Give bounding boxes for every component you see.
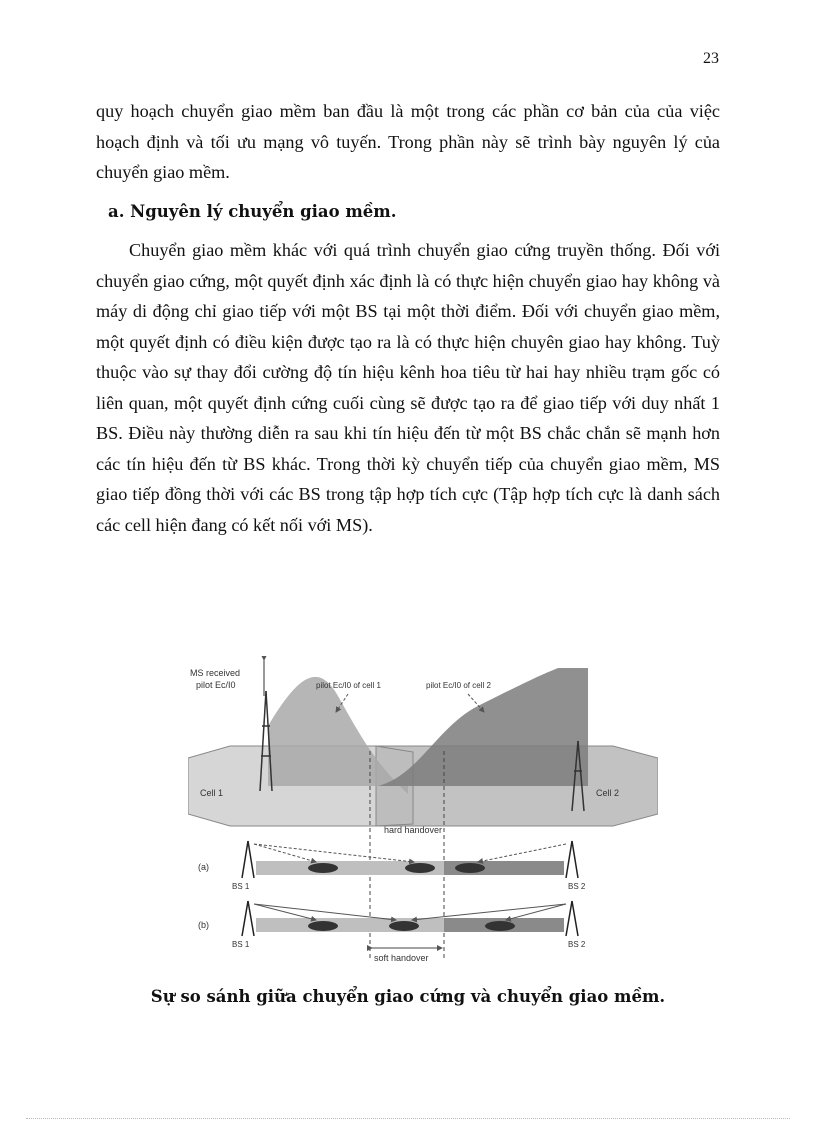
cell2-label: Cell 2 [596,788,620,798]
mobile-a2-icon [405,863,435,873]
mobile-b1-icon [308,921,338,931]
y-axis-label-2: pilot Ec/I0 [196,680,236,690]
scenario-b-label: (b) [198,920,209,930]
handover-comparison-figure [188,656,658,966]
link-b3 [412,904,566,920]
page-number: 23 [703,50,719,67]
y-axis-label: MS received [190,668,241,678]
link-a1 [254,844,316,862]
link-a3 [478,844,566,862]
section-heading: a. Nguyên lý chuyển giao mềm. [108,202,397,221]
cell1-label: Cell 1 [200,788,224,798]
mobile-a3-icon [455,863,485,873]
mobile-a1-icon [308,863,338,873]
tower-bs2-b-icon [566,901,578,936]
pilot-cell1-label: pilot Ec/I0 of cell 1 [316,681,381,690]
bs2-label-b: BS 2 [568,940,586,949]
paragraph-intro: quy hoạch chuyển giao mềm ban đầu là một trong các phần cơ bản của của việc hoạch định và tối ưu mạng vô tuyến. Trong phần này sẽ trình bày nguyên lý của chuyển giao mềm. [96,101,720,182]
pilot-curve-cell1 [268,677,408,794]
figure-caption: Sự so sánh giữa chuyển giao cứng và chuyển giao mềm. [150,987,666,1006]
mobile-b3-icon [485,921,515,931]
pilot-cell2-label: pilot Ec/I0 of cell 2 [426,681,491,690]
paragraph-soft-handover-principle: Chuyển giao mềm khác với quá trình chuyển giao cứng truyền thống. Đối với chuyển giao cứng, một quyết định xác định là có thực hiện chuyển giao hay không và máy di động chỉ giao tiếp với một BS tại một thời điểm. Đối với chuyển giao mềm, một quyết định có điều kiện được tạo ra là có thực hiện chuyên giao hay không. Tuỳ thuộc vào sự thay đổi cường độ tín hiệu kênh hoa tiêu từ hai hay nhiều trạm gốc có liên quan, một quyết định cứng cuối cùng sẽ được tạo ra để giao tiếp với duy nhất 1 BS. Điều này thường diễn ra sau khi tín hiệu đến từ một BS chắc chắn sẽ mạnh hơn các tín hiệu đến từ BS khác. Trong thời kỳ chuyển tiếp của chuyển giao mềm, MS giao tiếp đồng thời với các BS trong tập hợp tích cực (Tập hợp tích cực là danh sách các cell hiện đang có kết nối với MS). [96,240,720,535]
hard-handover-label: hard handover [384,825,443,835]
tower-bs2-a-icon [566,841,578,878]
bs1-label-a: BS 1 [232,882,250,891]
link-b4 [506,904,566,920]
soft-handover-label: soft handover [374,953,429,963]
link-b1 [254,904,316,920]
link-a2 [254,844,414,862]
bs1-label-b: BS 1 [232,940,250,949]
footer-divider [26,1118,790,1119]
bs2-label-a: BS 2 [568,882,586,891]
mobile-b2-icon [389,921,419,931]
tower-bs1-b-icon [242,901,254,936]
scenario-a-label: (a) [198,862,209,872]
link-b2 [254,904,396,920]
tower-bs1-a-icon [242,841,254,878]
